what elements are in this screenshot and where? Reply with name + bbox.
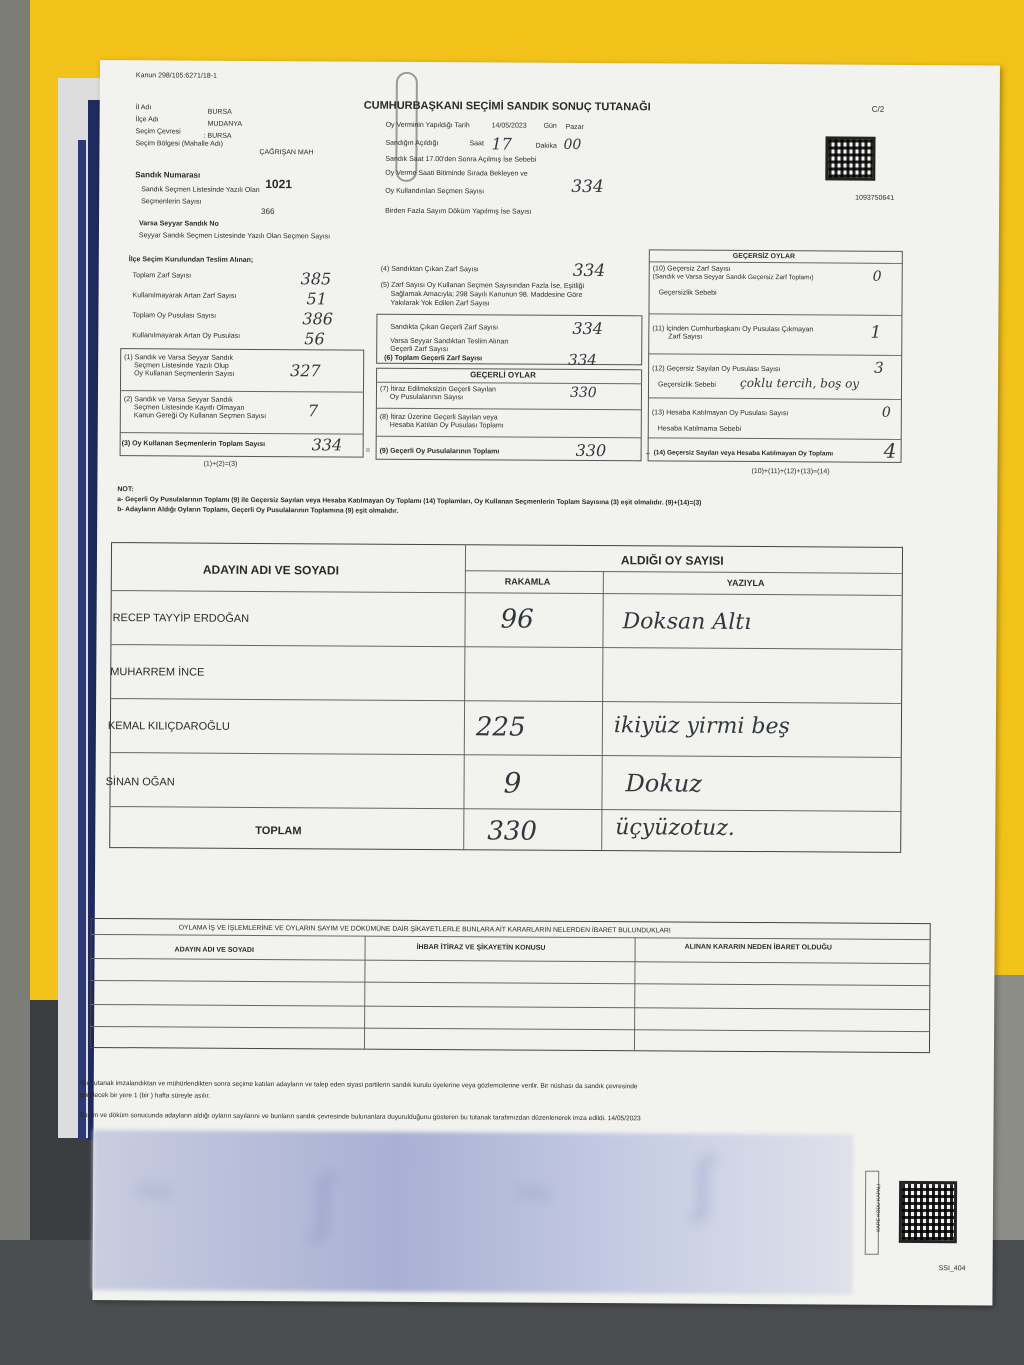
results-total-label: TOPLAM bbox=[255, 824, 302, 838]
plus-sign: + bbox=[645, 449, 651, 459]
results-total-text: üçyüzotuz. bbox=[615, 815, 735, 841]
voters-row2-label-2: Seçmen Listesinde Kayıtlı Olmayan bbox=[133, 404, 245, 412]
row11-value: 1 bbox=[870, 322, 882, 343]
results-total-num: 330 bbox=[487, 816, 538, 847]
note-b: b- Adayların Aldığı Oyların Toplamı, Geçerli Oy Pusulalarının Toplamına (9) eşit olmalıdır. bbox=[117, 506, 399, 515]
seyyar-env-label-1: Varsa Seyyar Sandıktan Teslim Alınan bbox=[390, 337, 509, 346]
row5-label-2: Sağlamak Amacıyla; 298 Sayılı Kanunun 98. Maddesine Göre bbox=[390, 290, 583, 299]
received-label-4: Kullanılmayarak Artan Oy Pusulası bbox=[132, 332, 241, 340]
voters-row1-label-1: (1) Sandık ve Varsa Seyyar Sandık bbox=[124, 354, 234, 362]
listed-label-1: Sandık Seçmen Listesinde Yazılı Olan bbox=[141, 186, 260, 194]
voted-value: 334 bbox=[571, 176, 604, 198]
candidate-name-3: KEMAL KILIÇDAROĞLU bbox=[107, 720, 230, 733]
voters-row1-label-2: Seçmen Listesinde Yazılı Olup bbox=[134, 362, 229, 370]
results-col-num: RAKAMLA bbox=[504, 576, 551, 587]
row8-label-2: Hesaba Katılan Oy Pusulası Toplamı bbox=[389, 421, 504, 430]
row5-label-3: Yakılarak Yok Edilen Zarf Sayısı bbox=[390, 299, 490, 308]
footer-qr-code-icon bbox=[899, 1181, 957, 1243]
candidate-text-1: Doksan Altı bbox=[622, 609, 752, 635]
il-label: İl Adı bbox=[135, 104, 152, 112]
voters-row2-value: 7 bbox=[307, 401, 319, 421]
candidate-num-1: 96 bbox=[500, 604, 534, 635]
voters-row2-label-1: (2) Sandık ve Varsa Seyyar Sandık bbox=[123, 396, 233, 404]
law-reference: Kanun 298/105:6271/18-1 bbox=[135, 72, 217, 80]
tutanak-sheet bbox=[79, 60, 1000, 1305]
voted-label: Oy Kullandırılan Seçmen Sayısı bbox=[385, 187, 485, 196]
bolge-label: Seçim Bölgesi (Mahalle Adı) bbox=[135, 140, 224, 148]
ilce-value: MUDANYA bbox=[207, 120, 243, 128]
day-label: Gün bbox=[543, 122, 557, 130]
candidate-text-4: Dokuz bbox=[625, 769, 703, 798]
voters-total-value: 334 bbox=[311, 435, 343, 455]
row10-value: 0 bbox=[872, 268, 882, 285]
received-heading: İlçe Seçim Kurulundan Teslim Alınan; bbox=[128, 256, 254, 264]
complaints-col2: İHBAR İTİRAZ VE ŞİKAYETİN KONUSU bbox=[416, 943, 546, 952]
received-value-4: 56 bbox=[304, 329, 325, 349]
voters-row2-label-3: Kanun Gereği Oy Kullanan Seçmen Sayısı bbox=[133, 412, 267, 421]
footer-line-3: Sayım ve döküm sonucunda adayların aldığı oyların sayılarını ve bunların sandık çevresinde bulunanlara duyurulduğunu gösteren bu tutanak tarafımızdan düzenlenerek imza edildi. 14/05/2023 bbox=[79, 1111, 641, 1123]
invalid-votes-heading: GEÇERSİZ OYLAR bbox=[732, 252, 796, 261]
date-label: Oy Verminin Yapıldığı Tarih bbox=[385, 121, 470, 130]
seyyar-env-label-2: Geçerli Zarf Sayısı bbox=[390, 345, 449, 354]
after17-label: Sandık Saat 17.00'den Sonra Açılmış İse Sebebi bbox=[385, 155, 537, 164]
valid-env-label: Sandıkta Çıkan Geçerli Zarf Sayısı bbox=[390, 323, 499, 332]
equals-sign: = bbox=[365, 445, 371, 455]
row12-reason-label: Geçersizlik Sebebi bbox=[658, 381, 717, 389]
candidate-name-1: RECEP TAYYİP ERDOĞAN bbox=[112, 612, 250, 625]
row14-label: (14) Geçersiz Sayılan veya Hesaba Katılmayan Oy Toplamı bbox=[653, 449, 834, 458]
row7-value: 330 bbox=[569, 384, 597, 402]
day-value: Pazar bbox=[565, 123, 584, 131]
listed-label-2: Seçmenlerin Sayısı bbox=[141, 198, 202, 206]
complaints-col3: ALINAN KARARIN NEDEN İBARET OLDUĞU bbox=[684, 943, 833, 952]
candidate-text-3: ikiyüz yirmi beş bbox=[613, 713, 790, 740]
row11-label-2: Zarf Sayısı bbox=[668, 333, 703, 341]
sandik-number-value: 1021 bbox=[265, 177, 292, 192]
seyyar-list-label: Seyyar Sandık Seçmen Listesinde Yazılı Olan Seçmen Sayısı bbox=[138, 232, 331, 241]
received-label-3: Toplam Oy Pusulası Sayısı bbox=[132, 312, 217, 320]
ilce-label: İlçe Adı bbox=[135, 116, 159, 124]
dakika-value: 00 bbox=[563, 136, 582, 153]
invalid-formula: (10)+(11)+(12)+(13)=(14) bbox=[751, 467, 830, 476]
queue-label: Oy Verme Saati Bitiminde Sırada Bekleyen ve bbox=[385, 169, 528, 178]
bolge-value: ÇAĞRIŞAN MAH bbox=[259, 148, 314, 157]
received-value-1: 385 bbox=[300, 269, 332, 289]
voters-row1-value: 327 bbox=[290, 361, 321, 381]
notes-heading: NOT: bbox=[117, 486, 134, 494]
valid-env-value: 334 bbox=[572, 318, 603, 339]
saat-label: Saat bbox=[469, 140, 484, 148]
row4-label: (4) Sandıktan Çıkan Zarf Sayısı bbox=[380, 265, 479, 274]
row9-value: 330 bbox=[575, 440, 607, 461]
received-value-2: 51 bbox=[306, 289, 327, 309]
sandik-number-label: Sandık Numarası bbox=[135, 170, 201, 180]
results-col-name: ADAYIN ADI VE SOYADI bbox=[202, 562, 339, 578]
saat-value: 17 bbox=[491, 134, 512, 154]
complaints-col1: ADAYIN ADI VE SOYADI bbox=[174, 946, 254, 954]
received-label-1: Toplam Zarf Sayısı bbox=[132, 272, 192, 280]
results-col-votes: ALDIĞI OY SAYISI bbox=[620, 553, 724, 568]
candidate-num-3: 225 bbox=[475, 712, 526, 743]
listed-value: 366 bbox=[261, 206, 275, 217]
row4-value: 334 bbox=[572, 260, 606, 282]
il-value: BURSA bbox=[207, 108, 232, 116]
note-a: a- Geçerli Oy Pusulalarının Toplamı (9) ile Geçersiz Sayılan veya Hesaba Katılmayan Oy Toplamı (14) Toplamları, Oy Kullanan Seçmenlerin Toplam Sayısına (3) eşit olmalıdır. (9)+(14)=(3) bbox=[117, 496, 702, 507]
row13-reason: Hesaba Katılmama Sebebi bbox=[657, 425, 742, 433]
row8-label-1: (8) İtiraz Üzerine Geçerli Sayılan veya bbox=[379, 413, 498, 422]
row10-label-1: (10) Geçersiz Zarf Sayısı bbox=[652, 265, 731, 273]
candidate-num-4: 9 bbox=[503, 766, 522, 800]
row12-value: 3 bbox=[874, 358, 884, 377]
complaints-heading: OYLAMA İŞ VE İŞLEMLERİNE VE OYLARIN SAYIM VE DÖKÜMÜNE DAİR ŞİKAYETLERLE BUNLARA AİT KARARLARIN NELERDEN İBARET BULUNDUKLARI bbox=[178, 924, 671, 935]
row9-label: (9) Geçerli Oy Pusulalarının Toplamı bbox=[379, 447, 500, 456]
row13-value: 0 bbox=[881, 404, 891, 421]
row12-label: (12) Geçersiz Sayılan Oy Pusulası Sayısı bbox=[652, 365, 781, 374]
footer-line-2: görülecek bir yere 1 (bir ) hafta süreyle asılır. bbox=[79, 1091, 211, 1100]
binder-edge bbox=[78, 140, 86, 1140]
row5-label-1: (5) Zarf Sayısı Oy Kullanan Seçmen Sayısından Fazla İse, Eşitliği bbox=[380, 281, 585, 290]
cevre-label: Seçim Çevresi bbox=[135, 128, 181, 136]
background-wall bbox=[0, 0, 30, 1365]
candidate-name-2: MUHARREM İNCE bbox=[110, 666, 205, 679]
voters-total-label: (3) Oy Kullanan Seçmenlerin Toplam Sayısı bbox=[121, 440, 266, 449]
qr-code-icon bbox=[825, 136, 875, 180]
candidate-name-4: SİNAN OĞAN bbox=[105, 776, 175, 789]
document-title: CUMHURBAŞKANI SEÇİMİ SANDIK SONUÇ TUTANAĞI bbox=[363, 99, 651, 114]
results-col-text: YAZIYLA bbox=[726, 577, 765, 589]
seyyar-label: Varsa Seyyar Sandık No bbox=[138, 220, 219, 228]
row6-label: (6) Toplam Geçerli Zarf Sayısı bbox=[384, 354, 483, 363]
row10-reason: Geçersizlik Sebebi bbox=[658, 289, 717, 297]
row7-label-1: (7) İtiraz Edilmeksizin Geçerli Sayılan bbox=[379, 385, 496, 394]
voters-formula: (1)+(2)=(3) bbox=[203, 460, 238, 468]
form-id: SSI_404 bbox=[938, 1265, 966, 1273]
date-value: 14/05/2023 bbox=[491, 122, 527, 130]
barcode-number: 1093750641 bbox=[855, 194, 895, 202]
valid-votes-heading: GEÇERLİ OYLAR bbox=[470, 370, 536, 380]
footer-line-1: *Bu tutanak imzalandıktan ve mühürlendikten sonra seçime katılan adayların ve talep eden siyasi partilerin sandık kurulu üyelerine veya gözlemcilerine verilir. Bir nüshası da sandık çevresinde bbox=[79, 1079, 638, 1091]
received-value-3: 386 bbox=[302, 309, 334, 329]
row13-label: (13) Hesaba Katılmayan Oy Pusulası Sayısı bbox=[651, 409, 789, 418]
form-code: C/2 bbox=[871, 104, 885, 114]
voters-row1-label-3: Oy Kullanan Seçmenlerin Sayısı bbox=[134, 370, 235, 378]
row6-value: 334 bbox=[568, 350, 597, 370]
multi-count-label: Birden Fazla Sayım Döküm Yapılmış İse Sayısı bbox=[385, 207, 532, 216]
row12-reason-value: çoklu tercih, boş oy bbox=[739, 375, 860, 391]
redacted-signatures: ~ ∫ ~ ∫ bbox=[92, 1130, 853, 1295]
row11-label-1: (11) İçinden Cumhurbaşkanı Oy Pusulası Çıkmayan bbox=[652, 325, 814, 334]
cevre-value: : BURSA bbox=[203, 132, 232, 140]
row14-value: 4 bbox=[883, 438, 897, 463]
opened-label: Sandığın Açıldığı bbox=[385, 139, 439, 148]
row7-label-2: Oy Pusulalarının Sayısı bbox=[389, 393, 464, 402]
dakika-label: Dakika bbox=[535, 142, 557, 150]
row10-label-2: (Sandık ve Varsa Seyyar Sandık Geçersiz Zarf Toplamı) bbox=[652, 273, 814, 282]
received-label-2: Kullanılmayarak Artan Zarf Sayısı bbox=[132, 292, 237, 300]
side-label: KARE KODU KAPALI bbox=[875, 1183, 883, 1232]
